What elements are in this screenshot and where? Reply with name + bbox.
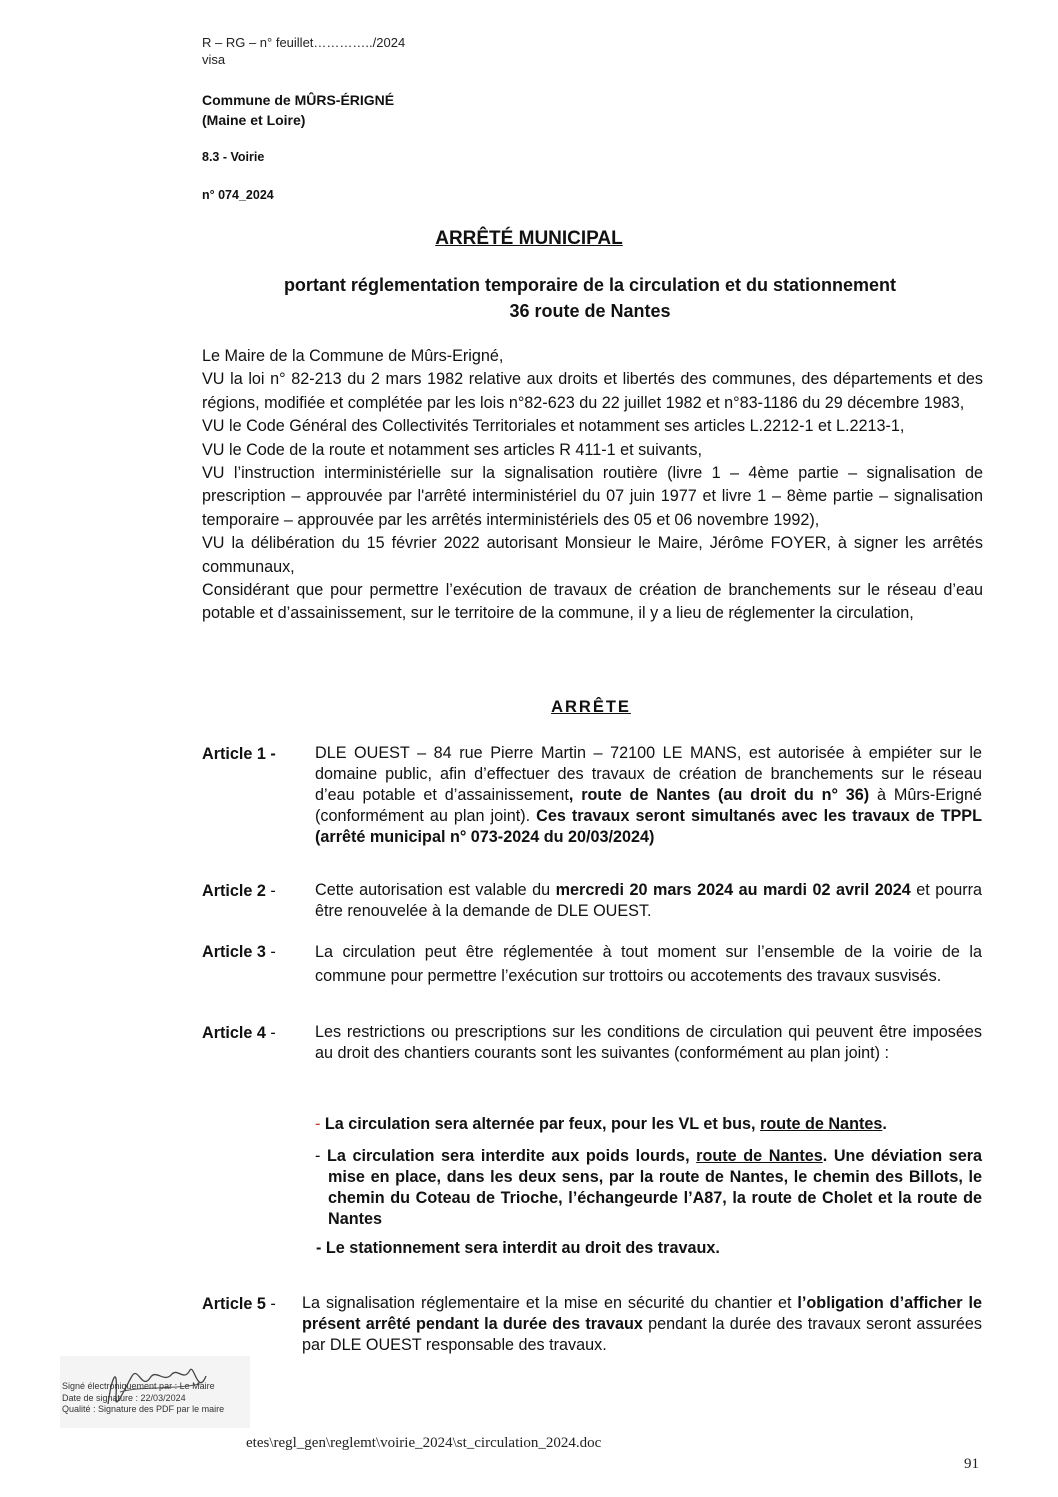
bullet-2-paragraph [315,1146,982,1230]
article-2-dash: - [265,882,276,900]
document-subtitle [240,272,940,324]
department-name: (Maine et Loire) [202,112,306,128]
signature-quality: Qualité : Signature des PDF par le maire [62,1404,225,1414]
footer-file-path: etes\regl_gen\reglemt\voirie_2024\st_circulation_2024.doc [246,1435,602,1451]
article-5-dash: - [265,1295,276,1313]
article-2-dates: mercredi 20 mars 2024 au mardi 02 avril 2024 [555,881,911,899]
signature-date: Date de signature : 22/03/2024 [62,1392,186,1403]
article-3-dash: - [265,943,276,961]
subtitle-line-2: 36 route de Nantes [509,301,671,321]
article-5-obligation: l’obligation d’afficher le présent arrêté pendant la durée des travaux [302,1294,982,1333]
section-label: 8.3 - Voirie [202,150,265,164]
article-5-label-text: Article 5 [202,1295,266,1313]
article-4-label-text: Article 4 [202,1024,266,1042]
article-4-bullet-3: - Le stationnement sera interdit au droit des travaux. [316,1239,720,1257]
header-reference-line: R – RG – n° feuillet…………../2024 [202,35,406,50]
preamble-paragraph: Le Maire de la Commune de Mûrs-Erigné, [202,347,504,365]
article-4-bullet-1 [315,1114,982,1135]
article-1-location: , route de Nantes (au droit du n° 36) [568,786,870,804]
preamble-paragraph: VU la loi n° 82-213 du 2 mars 1982 relative aux droits et libertés des communes, des départements et des régions, modifiée et complétée par les lois n°82-623 du 22 juillet 1982 et n°83-1186 du 29 décembre 1983, [202,370,983,412]
subtitle-line-1: portant réglementation temporaire de la circulation et du stationnement [283,275,897,295]
commune-name: Commune de MÛRS-ÉRIGNÉ [202,92,395,108]
article-5-text: La signalisation réglementaire et la mise en sécurité du chantier et [302,1294,798,1312]
preamble-paragraph: Considérant que pour permettre l’exécution de travaux de création de branchements sur le réseau d’eau potable et d’assainissement, sur le territoire de la commune, il y a lieu de réglementer la circulation, [202,581,983,623]
article-4-dash: - [265,1024,276,1042]
header-visa: visa [202,52,226,67]
bullet-1-end: . [882,1115,887,1133]
article-2-body [315,880,982,922]
bullet-2-road: route de Nantes [696,1147,823,1165]
preamble-paragraph: VU le Code de la route et notamment ses articles R 411-1 et suivants, [202,440,702,459]
article-5-body [302,1293,982,1356]
preamble-paragraph: VU le Code Général des Collectivités Territoriales et notamment ses articles L.2212-1 et L.2213-1, [202,417,905,436]
article-1-text-cont: à Mûrs-Erigné (conformément au plan joint). [315,786,983,825]
bullet-1-text: La circulation sera alternée par feux, pour les VL et bus, [324,1115,761,1133]
preamble [202,345,983,626]
article-2-label-text: Article 2 [202,882,266,900]
article-2-text: Cette autorisation est valable du [315,881,556,899]
page-number: 91 [964,1456,979,1472]
article-1-text: DLE OUEST – 84 rue Pierre Martin – 72100 LE MANS, est autorisée à empiéter sur le domaine public, afin d’effectuer des travaux de création de branchements sur le réseau d’eau potable et d’assainissement [315,744,982,804]
signature-signer: Signé électroniquement par : Le Maire [62,1381,215,1391]
article-1-note: Ces travaux seront simultanés avec les travaux de TPPL (arrêté municipal n° 073-2024 du 20/03/2024) [315,807,982,846]
bullet-1-road: route de Nantes [760,1115,883,1133]
article-4-bullet-2 [315,1146,982,1230]
bullet-2-end: . Une déviation sera mise en place, dans les deux sens, par la route de Nantes, le chemin des Billots, le chemin du Coteau de Trioche, l’échangeurde l’A87, la route de Cholet et la route de Nantes [328,1147,982,1228]
arrete-heading: ARRÊTE [551,698,631,716]
article-3-label-text: Article 3 [202,943,266,961]
article-2-text-cont: et pourra être renouvelée à la demande de DLE OUEST. [315,881,982,920]
article-5-label [202,1293,276,1315]
article-4-body: Les restrictions ou prescriptions sur les conditions de circulation qui peuvent être imposées au droit des chantiers courants sont les suivantes (conformément au plan joint) : [315,1023,982,1062]
article-2-label [202,880,276,902]
bullet-2-text: La circulation sera interdite aux poids lourds, [327,1147,697,1165]
arrete-number: n° 074_2024 [202,188,274,202]
article-4-label [202,1022,276,1044]
bullet-dash: - [315,1115,325,1133]
preamble-paragraph: VU la délibération du 15 février 2022 autorisant Monsieur le Maire, Jérôme FOYER, à signer les arrêtés communaux, [202,534,983,576]
article-3-body: La circulation peut être réglementée à tout moment sur l’ensemble de la voirie de la commune pour permettre l’exécution sur trottoirs ou accotements des travaux susvisés. [315,943,982,985]
bullet-dash: - [315,1147,327,1165]
article-5-text-cont: pendant la durée des travaux seront assurées par DLE OUEST responsable des travaux. [302,1315,982,1354]
article-1-label: Article 1 - [202,745,276,763]
article-1-body [315,743,982,848]
signature-block [62,1381,224,1416]
preamble-paragraph: VU l’instruction interministérielle sur la signalisation routière (livre 1 – 4ème partie – signalisation de prescription – approuvée par l'arrêté interministériel du 07 juin 1977 et livre 1 – 8ème partie – signalisation temporaire – approuvée par les arrêtés interministériels des 05 et 06 novembre 1992), [202,464,983,529]
article-3-label [202,941,276,963]
document-title: ARRÊTÉ MUNICIPAL [435,228,623,249]
